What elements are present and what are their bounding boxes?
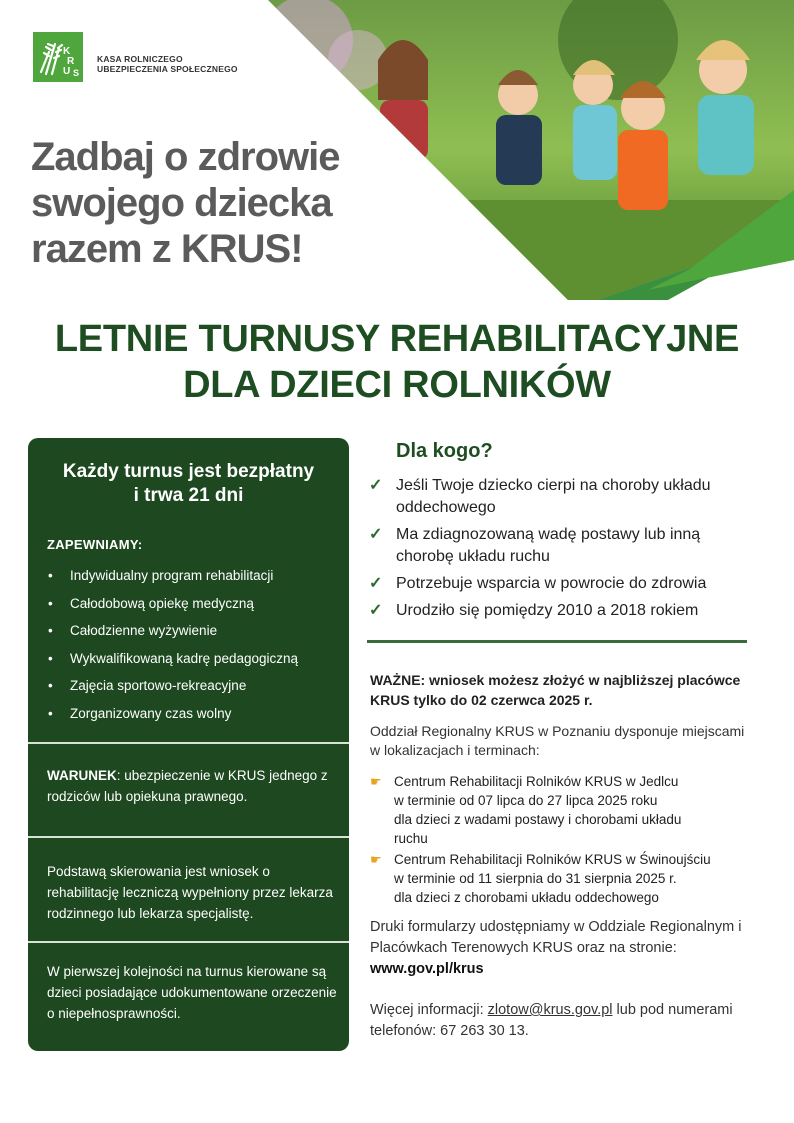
- section-divider: [367, 640, 747, 643]
- panel-divider: [28, 836, 349, 838]
- important-notice: WAŻNE: wniosek możesz złożyć w najbliższej placówce KRUS tylko do 02 czerwca 2025 r.: [370, 672, 741, 708]
- main-title: [0, 316, 794, 408]
- list-item-label: Całodzienne wyżywienie: [70, 623, 218, 638]
- logo-line-1: KASA ROLNICZEGO: [97, 54, 183, 64]
- center-for-line-1: dla dzieci z chorobami układu oddechowego: [394, 890, 659, 905]
- forms-info: [370, 917, 750, 980]
- list-item: [47, 700, 298, 728]
- list-item: [370, 850, 750, 907]
- bullet-icon: •: [48, 705, 53, 721]
- condition-text: [47, 765, 339, 807]
- list-item: [47, 562, 298, 590]
- list-item: [367, 573, 757, 595]
- checkmark-icon: ✓: [369, 575, 383, 592]
- center-for-line-2: ruchu: [394, 831, 428, 846]
- list-item: [367, 475, 757, 519]
- email-link[interactable]: zlotow@krus.gov.pl: [487, 1002, 613, 1018]
- wheat-icon: [33, 32, 83, 82]
- who-list: [367, 475, 757, 627]
- svg-text:R: R: [67, 56, 75, 67]
- condition-label: WARUNEK: [47, 768, 117, 783]
- logo-line-2: UBEZPIECZENIA SPOŁECZNEGO: [97, 64, 238, 74]
- main-title-line-1: LETNIE TURNUSY REHABILITACYJNE: [54, 318, 740, 360]
- centers-list: [370, 772, 750, 909]
- list-item-label: Ma zdiagnozowaną wadę postawy lub inną chorobę układu ruchu: [396, 526, 701, 565]
- logo-text: [97, 54, 238, 74]
- provide-title: ZAPEWNIAMY:: [47, 537, 143, 552]
- list-item-label: Indywidualny program rehabilitacji: [70, 568, 274, 583]
- contact-info: [370, 1000, 750, 1042]
- info-panel: [28, 438, 349, 1051]
- list-item: [47, 645, 298, 673]
- krus-logo: [33, 32, 238, 82]
- list-item: [367, 600, 757, 622]
- contact-prefix: Więcej informacji:: [370, 1002, 488, 1018]
- bullet-icon: •: [48, 595, 53, 611]
- headline: [31, 134, 351, 272]
- panel-heading-line-2: i trwa 21 dni: [133, 485, 244, 506]
- center-dates: w terminie od 11 sierpnia do 31 sierpnia 2025 r.: [394, 871, 677, 886]
- list-item: [47, 590, 298, 618]
- headline-line-2: swojego dziecka: [31, 181, 332, 225]
- website-link[interactable]: www.gov.pl/krus: [370, 961, 484, 977]
- bullet-icon: •: [48, 568, 53, 583]
- list-item-label: Jeśli Twoje dziecko cierpi na choroby układu oddechowego: [396, 477, 711, 516]
- bullet-icon: •: [48, 678, 53, 693]
- list-item-label: Zorganizowany czas wolny: [70, 705, 232, 721]
- center-for-line-1: dla dzieci z wadami postawy i chorobami układu: [394, 812, 682, 827]
- checkmark-icon: ✓: [369, 602, 383, 619]
- list-item: [370, 772, 750, 848]
- center-name: Centrum Rehabilitacji Rolników KRUS w Świnoujściu: [394, 852, 711, 867]
- forms-text: Druki formularzy udostępniamy w Oddziale Regionalnym i Placówkach Terenowych KRUS oraz na stronie:: [370, 919, 742, 956]
- list-item: [367, 524, 757, 568]
- condition-body: : ubezpieczenie w KRUS jednego z rodziców lub opiekuna prawnego.: [47, 768, 328, 804]
- main-title-line-2: DLA DZIECI ROLNIKÓW: [183, 364, 611, 406]
- panel-heading: [28, 460, 349, 508]
- basis-text: Podstawą skierowania jest wniosek o rehabilitację leczniczą wypełniony przez lekarza rodzinnego lub lekarza specjalistę.: [47, 864, 333, 921]
- list-item-label: Wykwalifikowaną kadrę pedagogiczną: [70, 650, 299, 666]
- checkmark-icon: ✓: [369, 477, 383, 494]
- list-item-label: Zajęcia sportowo-rekreacyjne: [70, 678, 247, 693]
- pointing-hand-icon: ☛: [370, 774, 382, 789]
- priority-text: W pierwszej kolejności na turnus kierowane są dzieci posiadające udokumentowane orzeczenie o niepełnosprawności.: [47, 964, 337, 1021]
- krus-logo-mark: [33, 32, 83, 82]
- list-item: [47, 617, 298, 645]
- headline-line-1: Zadbaj o zdrowie: [31, 135, 340, 179]
- list-item: [47, 672, 298, 700]
- bullet-icon: •: [48, 623, 53, 638]
- svg-text:K: K: [63, 46, 71, 57]
- svg-text:U: U: [63, 66, 71, 77]
- svg-text:S: S: [73, 68, 80, 78]
- panel-divider: [28, 941, 349, 943]
- center-name: Centrum Rehabilitacji Rolników KRUS w Jedlcu: [394, 774, 679, 789]
- regional-intro: Oddział Regionalny KRUS w Poznaniu dysponuje miejscami w lokalizacjach i terminach:: [370, 723, 745, 758]
- provide-list: [47, 562, 298, 727]
- list-item-label: Całodobową opiekę medyczną: [70, 595, 254, 611]
- panel-divider: [28, 742, 349, 744]
- center-dates: w terminie od 07 lipca do 27 lipca 2025 roku: [394, 793, 658, 808]
- list-item-label: Potrzebuje wsparcia w powrocie do zdrowia: [396, 575, 707, 592]
- contact-suffix: lub pod numerami telefonów: 67 263 30 13.: [370, 1002, 733, 1039]
- checkmark-icon: ✓: [369, 526, 383, 543]
- headline-line-3: razem z KRUS!: [31, 227, 303, 271]
- who-title: Dla kogo?: [396, 440, 493, 462]
- panel-heading-line-1: Każdy turnus jest bezpłatny: [62, 461, 315, 482]
- pointing-hand-icon: ☛: [370, 852, 382, 867]
- bullet-icon: •: [48, 650, 53, 666]
- list-item-label: Urodziło się pomiędzy 2010 a 2018 rokiem: [396, 602, 699, 619]
